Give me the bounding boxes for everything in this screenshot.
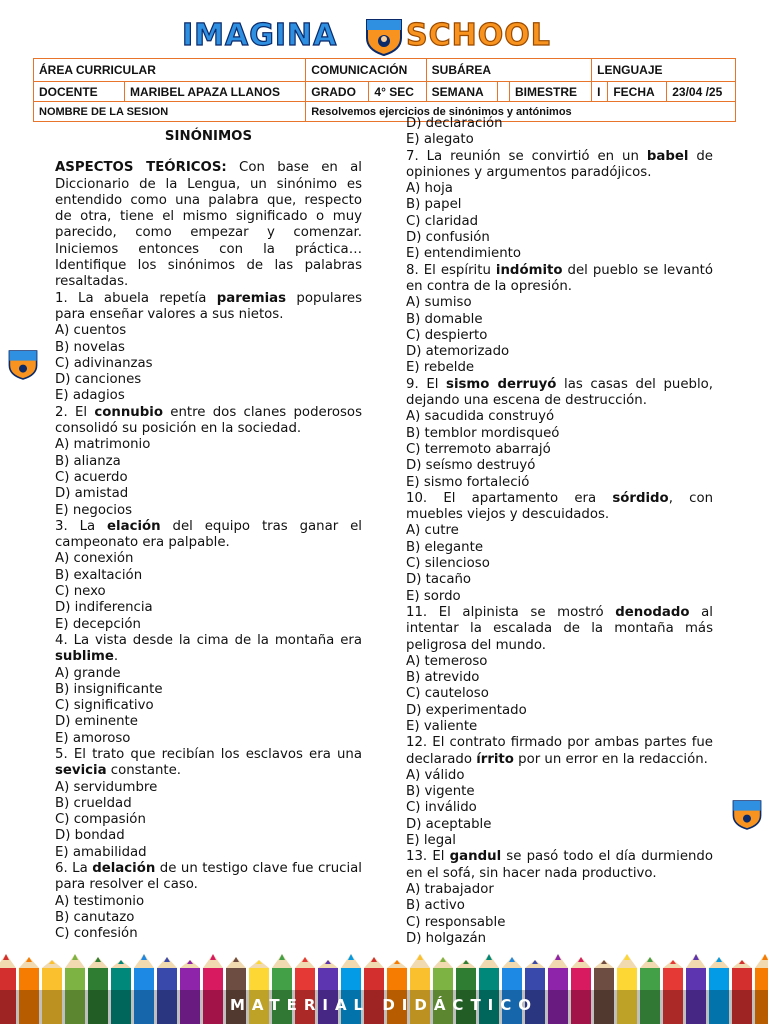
answer-option: A) trabajador (406, 881, 494, 897)
answer-option: D) aceptable (406, 816, 492, 832)
area-value: COMUNICACIÓN (306, 59, 426, 82)
area-label: ÁREA CURRICULAR (34, 59, 306, 82)
highlighted-word: sórdido (612, 490, 669, 506)
question-stem (55, 633, 362, 666)
question-text: al intentar la escalada de la montaña más peligrosa del mundo. (406, 604, 713, 653)
semana-value (497, 82, 509, 102)
answer-option: A) conexión (55, 551, 134, 567)
answer-option: E) amoroso (55, 730, 131, 746)
question-stem (406, 149, 713, 182)
answer-option: D) indiferencia (55, 600, 153, 616)
fecha-label: FECHA (608, 82, 667, 102)
sesion-value: Resolvemos ejercicios de sinónimos y antónimos (306, 102, 736, 122)
highlighted-word: denodado (615, 604, 690, 620)
highlighted-word: sevicia (55, 763, 107, 779)
question-text: . (113, 649, 119, 665)
answer-option: A) válido (406, 767, 465, 783)
question-text: populares para enseñar valores a sus nietos. (55, 290, 362, 322)
answer-option: B) papel (406, 197, 462, 213)
grado-value: 4° SEC (369, 82, 426, 102)
question-stem (406, 849, 713, 882)
highlighted-word: babel (646, 148, 689, 164)
question-text: 1. La abuela repetía (55, 290, 217, 306)
question-stem (55, 861, 362, 894)
question-text: del equipo tras ganar el campeonato era palpable. (55, 518, 362, 551)
answer-option: E) adagios (55, 388, 125, 404)
highlighted-word: indómito (495, 262, 563, 278)
answer-option: D) canciones (55, 372, 142, 388)
answer-option: C) terremoto abarrajó (406, 441, 551, 457)
intro-lead: ASPECTOS TEÓRICOS: (55, 160, 227, 176)
answer-option: A) matrimonio (55, 437, 151, 453)
question-text: se pasó todo el día durmiendo en el sofá, sin hacer nada productivo. (406, 849, 714, 881)
answer-option: D) eminente (55, 714, 138, 730)
answer-option: B) vigente (406, 784, 475, 800)
grado-label: GRADO (306, 82, 369, 102)
intro-text: Con base en al Diccionario de la Lengua, un sinónimo es entendido como una palabra que, respecto de otra, tiene el mismo significado o muy parecido, como empezar y comenzar. Iniciemos entonces con la práctica… Identifique los sinónimos de las palabras resaltadas. (55, 160, 362, 290)
intro-paragraph (55, 160, 362, 290)
session-info-table (33, 58, 736, 122)
question-stem (406, 491, 713, 524)
subarea-value: LENGUAJE (592, 59, 736, 82)
answer-option: D) holgazán (406, 930, 487, 946)
highlighted-word: sismo derruyó (446, 376, 557, 392)
answer-option: C) cauteloso (406, 686, 489, 702)
question-stem (55, 405, 362, 438)
side-shield-left-icon (7, 346, 39, 380)
docente-label: DOCENTE (34, 82, 125, 102)
answer-option: A) servidumbre (55, 779, 158, 795)
question-text: 5. El trato que recibían los esclavos era una (55, 746, 362, 762)
question-text: entre dos clanes poderosos consolidó su posición en la sociedad. (55, 404, 362, 437)
answer-option: B) alianza (55, 453, 121, 469)
answer-option: E) sordo (406, 588, 461, 604)
answer-option: E) negocios (55, 502, 133, 518)
answer-option: A) testimonio (55, 893, 145, 909)
answer-option: E) amabilidad (55, 844, 147, 860)
question-text: de un testigo clave fue crucial para resolver el caso. (55, 861, 362, 893)
left-column (55, 129, 362, 943)
answer-option: C) inválido (406, 800, 477, 816)
question-text: 2. El (55, 404, 95, 420)
question-text: 7. La reunión se convirtió en un (406, 148, 647, 164)
page-title: SINÓNIMOS (164, 129, 253, 144)
answer-option: A) grande (55, 665, 121, 681)
answer-option: B) atrevido (406, 670, 480, 686)
answer-option: E) decepción (55, 616, 141, 632)
footer-text: MATERIAL DIDÁCTICO (229, 996, 539, 1014)
answer-option: B) domable (406, 311, 483, 327)
answer-option: C) significativo (55, 698, 154, 714)
answer-option: C) claridad (406, 213, 479, 229)
highlighted-word: elación (107, 518, 161, 534)
answer-option: A) temeroso (406, 653, 488, 669)
questions-right (406, 116, 713, 947)
answer-option: E) entendimiento (406, 246, 521, 262)
right-column (406, 116, 713, 947)
question-stem (406, 263, 713, 296)
answer-option: B) novelas (55, 339, 125, 355)
question-stem (406, 735, 713, 768)
answer-option: C) nexo (55, 584, 106, 600)
answer-option: B) temblor mordisqueó (406, 425, 560, 441)
semana-label: SEMANA (426, 82, 497, 102)
answer-option: D) tacaño (406, 572, 472, 588)
question-text: las casas del pueblo, dejando una escena de destrucción. (406, 376, 713, 409)
question-text: , con muebles viejos y descuidados. (406, 490, 714, 523)
answer-option: B) activo (406, 898, 465, 914)
answer-option: A) cuentos (55, 323, 127, 339)
answer-option: D) declaración (406, 116, 503, 131)
questions-left (55, 291, 362, 943)
answer-option: C) responsable (406, 914, 506, 930)
question-stem (55, 519, 362, 552)
answer-option: A) hoja (406, 181, 453, 197)
answer-option: D) bondad (55, 828, 125, 844)
answer-option: B) elegante (406, 539, 484, 555)
answer-option: D) confusión (406, 230, 490, 246)
highlighted-word: paremias (216, 290, 287, 306)
answer-option: B) insignificante (55, 681, 163, 697)
question-stem (406, 605, 713, 654)
question-text: 6. La (55, 861, 93, 877)
question-text: constante. (106, 763, 182, 779)
question-stem (406, 377, 713, 410)
answer-option: C) compasión (55, 812, 146, 828)
question-text: 12. El contrato firmado por ambas partes fue declarado (406, 735, 713, 767)
question-text: 4. La vista desde la cima de la montaña era (55, 632, 362, 648)
answer-option: D) experimentado (406, 702, 527, 718)
highlighted-word: gandul (449, 849, 502, 865)
logo-imagina-text: IMAGINA (182, 18, 338, 53)
bimestre-value: I (592, 82, 608, 102)
subarea-label: SUBÁREA (426, 59, 592, 82)
bimestre-label: BIMESTRE (509, 82, 591, 102)
answer-option: C) silencioso (406, 556, 490, 572)
shield-logo-icon (364, 14, 404, 56)
question-text: 8. El espíritu (406, 262, 496, 278)
answer-option: A) sacudida construyó (406, 409, 555, 425)
answer-option: A) sumiso (406, 295, 472, 311)
question-text: 10. El apartamento era (406, 490, 613, 506)
logo-school-text: SCHOOL (406, 18, 551, 53)
answer-option: C) despierto (406, 327, 488, 343)
answer-option: E) sismo fortaleció (406, 474, 530, 490)
highlighted-word: írrito (476, 751, 514, 767)
docente-value: MARIBEL APAZA LLANOS (125, 82, 306, 102)
question-text: 9. El (406, 376, 447, 392)
answer-option: E) legal (406, 833, 456, 849)
question-text: 11. El alpinista se mostró (406, 604, 616, 620)
question-stem (55, 747, 362, 780)
answer-option: A) cutre (406, 523, 459, 539)
answer-option: D) seísmo destruyó (406, 458, 536, 474)
side-shield-right-icon (731, 796, 763, 830)
answer-option: B) canutazo (55, 909, 135, 925)
question-text: 13. El (406, 849, 450, 865)
sesion-label: NOMBRE DE LA SESION (34, 102, 306, 122)
question-text: de opiniones y argumentos paradójicos. (406, 148, 713, 180)
fecha-value: 23/04 /25 (667, 82, 736, 102)
answer-option: E) rebelde (406, 360, 475, 376)
answer-option: C) adivinanzas (55, 355, 153, 371)
highlighted-word: connubio (94, 404, 163, 420)
question-text: del pueblo se levantó en contra de la opresión. (406, 262, 713, 294)
question-stem (55, 291, 362, 324)
answer-option: E) alegato (406, 132, 474, 148)
answer-option: B) exaltación (55, 567, 143, 583)
answer-option: C) acuerdo (55, 469, 128, 485)
question-text: por un error en la redacción. (513, 751, 708, 767)
answer-option: D) atemorizado (406, 344, 510, 360)
question-text: 3. La (55, 518, 108, 534)
header-logo (0, 14, 768, 58)
answer-option: E) valiente (406, 718, 478, 734)
answer-option: B) crueldad (55, 795, 132, 811)
highlighted-word: sublime (55, 649, 114, 665)
highlighted-word: delación (92, 861, 156, 877)
answer-option: C) confesión (55, 926, 138, 942)
answer-option: D) amistad (55, 486, 129, 502)
